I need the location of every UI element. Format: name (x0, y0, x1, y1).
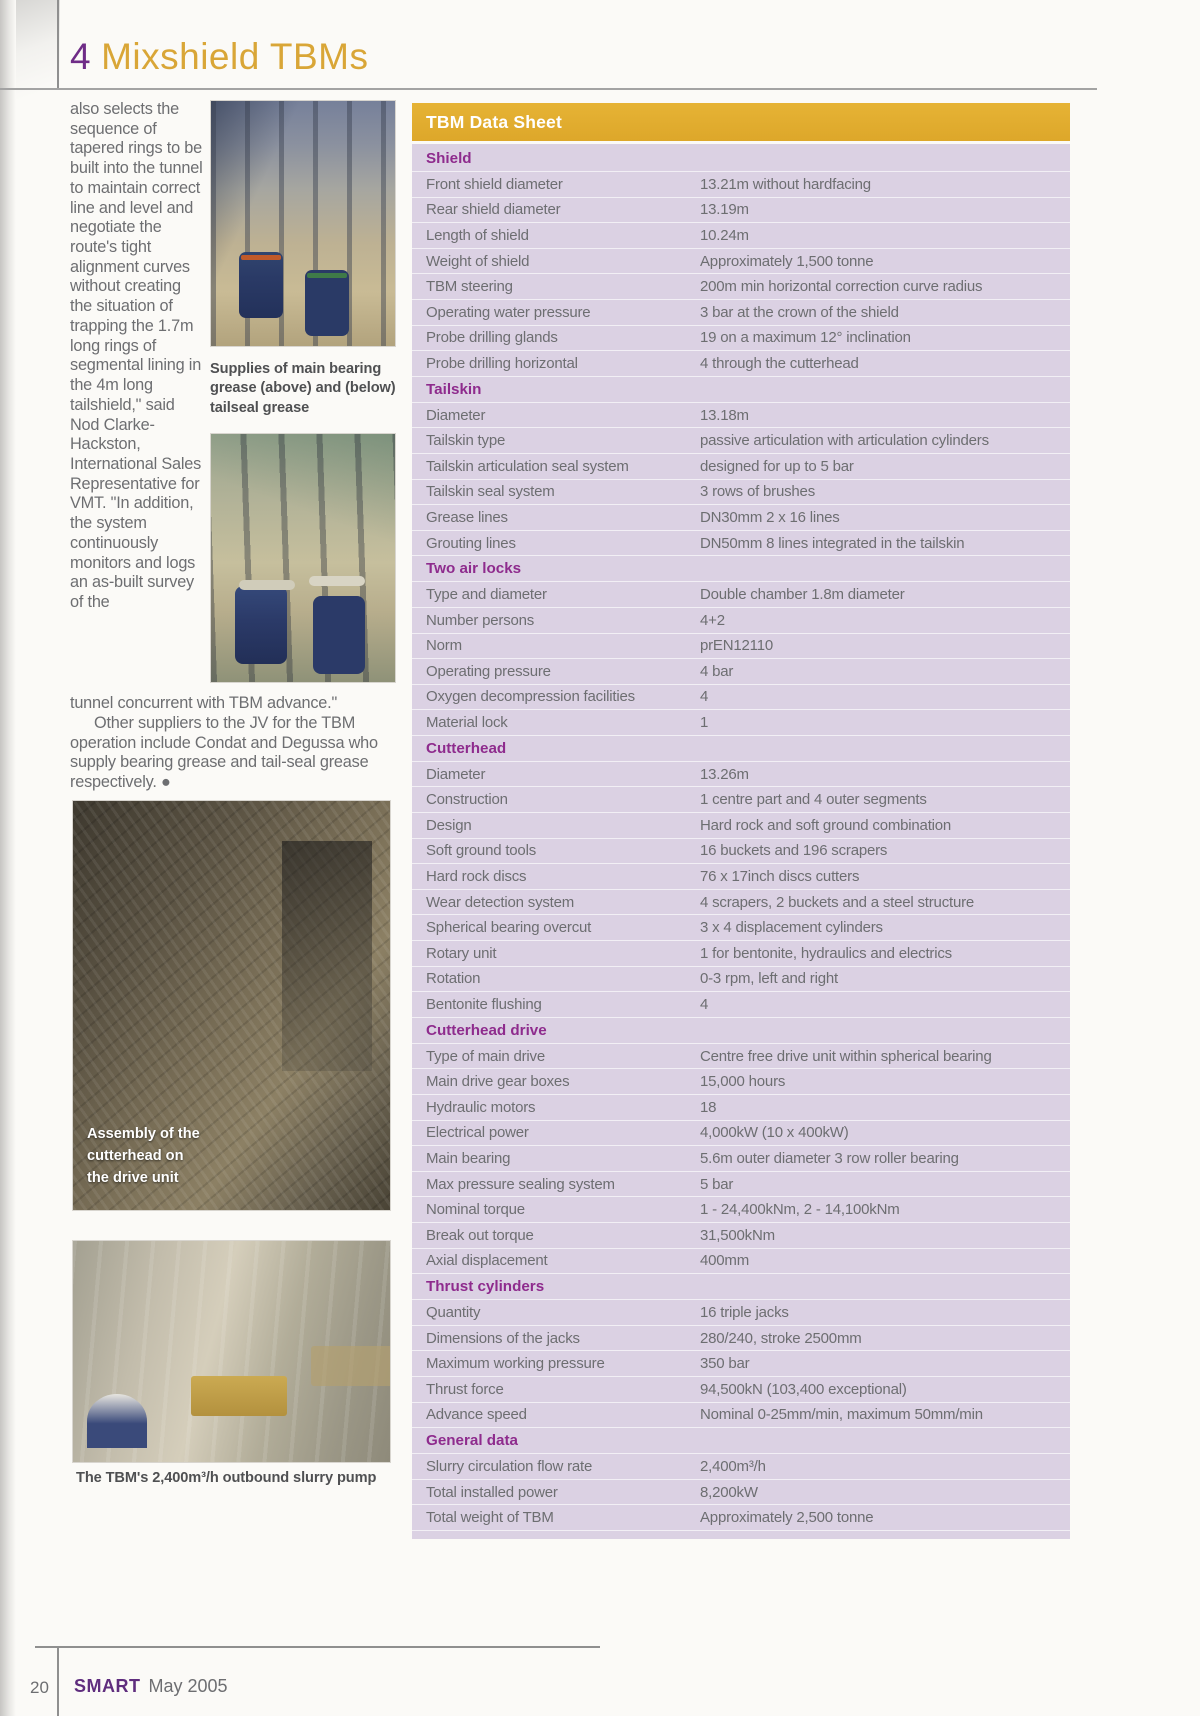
row-label: Probe drilling glands (426, 329, 558, 347)
page-edge-shading (0, 0, 16, 1716)
row-value: 200m min horizontal correction curve radius (700, 278, 983, 296)
table-row (412, 582, 1070, 608)
row-value: 1 - 24,400kNm, 2 - 14,100kNm (700, 1201, 900, 1219)
table-row (412, 403, 1070, 429)
section-header: Cutterhead drive (412, 1018, 1070, 1044)
table-row (412, 428, 1070, 454)
section-header: Shield (412, 146, 1070, 172)
tbm-data-sheet (412, 103, 1070, 1539)
row-label: Total installed power (426, 1483, 558, 1501)
header-rule (0, 88, 1097, 90)
row-value: designed for up to 5 bar (700, 457, 854, 475)
table-row (412, 223, 1070, 249)
row-label: Hard rock discs (426, 868, 527, 886)
row-label: Construction (426, 791, 508, 809)
row-label: Number persons (426, 611, 535, 629)
photo-cutterhead-assembly (72, 800, 391, 1211)
row-label: Main bearing (426, 1149, 511, 1167)
row-label: Rotation (426, 970, 481, 988)
row-value: 16 triple jacks (700, 1303, 789, 1321)
row-label: Electrical power (426, 1124, 529, 1142)
row-label: Bentonite flushing (426, 996, 542, 1014)
table-row (412, 531, 1070, 557)
section-header: Cutterhead (412, 736, 1070, 762)
scan-corner-artifact (16, 0, 60, 120)
row-label: Rotary unit (426, 944, 497, 962)
table-row (412, 1377, 1070, 1403)
table-row (412, 1505, 1070, 1531)
row-label: Probe drilling horizontal (426, 354, 578, 372)
row-label: TBM steering (426, 278, 513, 296)
table-row (412, 1351, 1070, 1377)
chapter-number: 4 (70, 36, 92, 77)
table-row (412, 1480, 1070, 1506)
article-column (70, 100, 396, 683)
row-value: 0-3 rpm, left and right (700, 970, 838, 988)
row-value: 13.26m (700, 765, 749, 783)
table-row (412, 787, 1070, 813)
row-value: 15,000 hours (700, 1073, 786, 1091)
table-row (412, 249, 1070, 275)
row-value: 31,500kNm (700, 1226, 775, 1244)
row-label: Main drive gear boxes (426, 1073, 570, 1091)
data-sheet-title: TBM Data Sheet (412, 103, 1070, 141)
row-value: 8,200kW (700, 1483, 758, 1501)
table-row (412, 659, 1070, 685)
section-header: Thrust cylinders (412, 1274, 1070, 1300)
row-value: 18 (700, 1098, 717, 1116)
caption-grease-supplies: Supplies of main bearing grease (above) and (below) tailseal grease (210, 361, 396, 416)
row-value: 4 (700, 688, 709, 706)
row-label: Oxygen decompression facilities (426, 688, 635, 706)
row-value: Approximately 2,500 tonne (700, 1509, 874, 1527)
row-value: 4+2 (700, 611, 725, 629)
row-label: Axial displacement (426, 1252, 548, 1270)
row-value: 16 buckets and 196 scrapers (700, 842, 888, 860)
row-label: Grease lines (426, 508, 508, 526)
row-label: Slurry circulation flow rate (426, 1457, 593, 1475)
row-label: Dimensions of the jacks (426, 1329, 580, 1347)
row-value: Centre free drive unit within spherical bearing (700, 1047, 992, 1065)
row-value: 4 bar (700, 662, 734, 680)
row-label: Norm (426, 637, 462, 655)
row-value: 3 x 4 displacement cylinders (700, 919, 883, 937)
row-label: Operating water pressure (426, 303, 591, 321)
row-label: Wear detection system (426, 893, 575, 911)
page-number: 20 (30, 1678, 49, 1697)
row-value: 94,500kN (103,400 exceptional) (700, 1380, 907, 1398)
row-label: Diameter (426, 406, 486, 424)
row-value: DN30mm 2 x 16 lines (700, 508, 840, 526)
row-label: Advance speed (426, 1406, 527, 1424)
row-value: 13.19m (700, 201, 749, 219)
row-label: Type of main drive (426, 1047, 545, 1065)
header-vertical-rule (57, 0, 59, 88)
row-value: 350 bar (700, 1355, 750, 1373)
footer-rule (35, 1646, 600, 1648)
table-row (412, 274, 1070, 300)
row-label: Total weight of TBM (426, 1509, 554, 1527)
magazine-name: SMART (74, 1676, 141, 1696)
row-value: 4 through the cutterhead (700, 354, 859, 372)
article-body-text-continued: tunnel concurrent with TBM advance." (70, 694, 338, 712)
footer-brand (74, 1676, 228, 1697)
row-value: 400mm (700, 1252, 750, 1270)
row-label: Maximum working pressure (426, 1355, 605, 1373)
row-label: Material lock (426, 714, 508, 732)
section-header: Two air locks (412, 556, 1070, 582)
table-row (412, 1326, 1070, 1352)
table-row (412, 1069, 1070, 1095)
article-paragraph-suppliers: Other suppliers to the JV for the TBM operation include Condat and Degussa who supply bearing grease and tail-seal grease respectively. ● (70, 714, 378, 792)
table-row (412, 1044, 1070, 1070)
table-row (412, 1300, 1070, 1326)
table-row (412, 300, 1070, 326)
page-title (70, 36, 369, 78)
row-label: Hydraulic motors (426, 1098, 536, 1116)
row-label: Break out torque (426, 1226, 534, 1244)
row-label: Soft ground tools (426, 842, 537, 860)
row-label: Diameter (426, 765, 486, 783)
row-value: 2,400m³/h (700, 1457, 766, 1475)
table-row (412, 1121, 1070, 1147)
row-label: Nominal torque (426, 1201, 525, 1219)
row-value: 13.21m without hardfacing (700, 175, 871, 193)
row-value: passive articulation with articulation cylinders (700, 432, 989, 450)
chapter-title: Mixshield TBMs (101, 36, 369, 77)
table-row (412, 608, 1070, 634)
section-header: General data (412, 1428, 1070, 1454)
row-label: Length of shield (426, 226, 529, 244)
table-row (412, 762, 1070, 788)
row-value: DN50mm 8 lines integrated in the tailskin (700, 534, 965, 552)
row-label: Tailskin articulation seal system (426, 457, 629, 475)
table-row (412, 890, 1070, 916)
table-row (412, 1223, 1070, 1249)
row-label: Spherical bearing overcut (426, 919, 592, 937)
table-row (412, 710, 1070, 736)
row-label: Operating pressure (426, 662, 551, 680)
row-value: 4 scrapers, 2 buckets and a steel structure (700, 893, 975, 911)
row-value: 1 (700, 714, 709, 732)
table-row (412, 326, 1070, 352)
row-value: 4 (700, 996, 709, 1014)
row-label: Tailskin seal system (426, 483, 555, 501)
table-row (412, 864, 1070, 890)
row-value: 4,000kW (10 x 400kW) (700, 1124, 849, 1142)
row-value: Nominal 0-25mm/min, maximum 50mm/min (700, 1406, 983, 1424)
table-row (412, 839, 1070, 865)
row-value: 3 rows of brushes (700, 483, 815, 501)
table-row (412, 992, 1070, 1018)
row-value: 1 centre part and 4 outer segments (700, 791, 927, 809)
table-row (412, 1454, 1070, 1480)
table-row (412, 1403, 1070, 1429)
row-value: 280/240, stroke 2500mm (700, 1329, 862, 1347)
row-value: 19 on a maximum 12° inclination (700, 329, 911, 347)
row-value: 13.18m (700, 406, 749, 424)
row-label: Tailskin type (426, 432, 506, 450)
issue-date: May 2005 (148, 1676, 228, 1696)
row-value: Double chamber 1.8m diameter (700, 586, 905, 604)
table-row (412, 967, 1070, 993)
row-label: Thrust force (426, 1380, 504, 1398)
row-label: Grouting lines (426, 534, 516, 552)
photo-grease-supplies-above (210, 100, 396, 347)
table-row (412, 1197, 1070, 1223)
row-label: Rear shield diameter (426, 201, 561, 219)
row-value: Approximately 1,500 tonne (700, 252, 874, 270)
row-label: Quantity (426, 1303, 481, 1321)
table-row (412, 1095, 1070, 1121)
article-body-text: also selects the sequence of tapered rings to be built into the tunnel to maintain correct line and level and negotiate the route's tight alignment curves without creating the situation of trapping the 1.7m long rings of segmental lining in the 4m long tailshield," said Nod Clarke-Hackston, International Sales Representative for VMT. "In addition, the system continuously monitors and logs an as-built survey of the (70, 100, 203, 611)
table-row (412, 915, 1070, 941)
photo-tailseal-grease-below (210, 433, 396, 683)
row-value: 5 bar (700, 1175, 734, 1193)
photo-stack (210, 100, 396, 683)
row-label: Design (426, 816, 472, 834)
row-label: Type and diameter (426, 586, 547, 604)
row-label: Weight of shield (426, 252, 530, 270)
table-row (412, 1146, 1070, 1172)
table-row (412, 1172, 1070, 1198)
datasheet-body (412, 144, 1070, 1539)
footer-vertical-rule (57, 1646, 59, 1716)
row-value: 76 x 17inch discs cutters (700, 868, 860, 886)
table-row (412, 480, 1070, 506)
row-value: 5.6m outer diameter 3 row roller bearing (700, 1149, 959, 1167)
caption-cutterhead-overlay: Assembly of the cutterhead on the drive unit (87, 1126, 200, 1187)
caption-slurry-pump: The TBM's 2,400m³/h outbound slurry pump (76, 1470, 377, 1486)
table-row (412, 634, 1070, 660)
table-row (412, 941, 1070, 967)
table-row (412, 505, 1070, 531)
table-row (412, 198, 1070, 224)
section-header: Tailskin (412, 377, 1070, 403)
row-value: Hard rock and soft ground combination (700, 816, 952, 834)
table-row (412, 685, 1070, 711)
row-value: 1 for bentonite, hydraulics and electrics (700, 944, 952, 962)
photo-slurry-pump (72, 1240, 391, 1463)
table-row (412, 454, 1070, 480)
row-value: 10.24m (700, 226, 749, 244)
table-row (412, 172, 1070, 198)
table-row (412, 813, 1070, 839)
table-row (412, 351, 1070, 377)
row-label: Front shield diameter (426, 175, 563, 193)
table-row (412, 1249, 1070, 1275)
row-label: Max pressure sealing system (426, 1175, 615, 1193)
row-value: 3 bar at the crown of the shield (700, 303, 899, 321)
row-value: prEN12110 (700, 637, 773, 655)
